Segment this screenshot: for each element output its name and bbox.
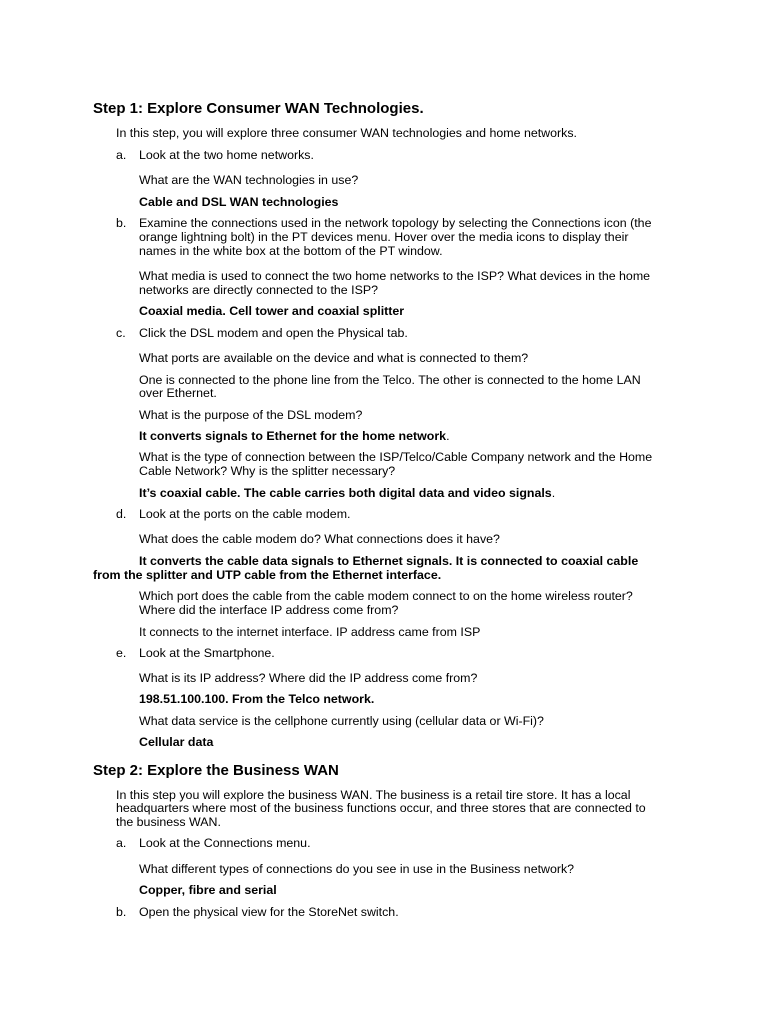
step1-c-question3-line1: What is the type of connection between the ISP/Telco/Cable Company network and the Home xyxy=(139,450,653,464)
step1-d-letter: d. xyxy=(116,507,127,521)
step1-b-instruction-line3: names in the white box at the bottom of the PT window. xyxy=(139,244,443,258)
step1-d-question2-line2: Where did the interface IP address come from? xyxy=(139,603,399,617)
step2-a-question: What different types of connections do you see in use in the Business network? xyxy=(139,862,575,876)
step1-a-question: What are the WAN technologies in use? xyxy=(139,173,359,187)
step1-d-instruction: Look at the ports on the cable modem. xyxy=(139,507,351,521)
step1-intro: In this step, you will explore three consumer WAN technologies and home networks. xyxy=(116,126,577,140)
step1-a-answer: Cable and DSL WAN technologies xyxy=(139,195,339,209)
step1-c-question2: What is the purpose of the DSL modem? xyxy=(139,408,363,422)
step1-d-answer1-line1: It converts the cable data signals to Ethernet signals. It is connected to coaxial cable xyxy=(139,554,639,568)
step1-c-question3-line2: Cable Network? Why is the splitter necessary? xyxy=(139,464,396,478)
step1-b-question-line1: What media is used to connect the two home networks to the ISP? What devices in the home xyxy=(139,269,651,283)
step2-a-instruction: Look at the Connections menu. xyxy=(139,836,311,850)
step2-intro-line2: headquarters where most of the business functions occur, and three stores that are connected to xyxy=(116,801,646,815)
step2-b-letter: b. xyxy=(116,905,127,919)
step1-e-question2: What data service is the cellphone currently using (cellular data or Wi-Fi)? xyxy=(139,714,544,728)
step2-intro-line3: the business WAN. xyxy=(116,815,221,829)
step1-e-letter: e. xyxy=(116,646,127,660)
step1-e-answer1: 198.51.100.100. From the Telco network. xyxy=(139,692,375,706)
step1-c-answer1-line2: over Ethernet. xyxy=(139,386,217,400)
step1-d-question1: What does the cable modem do? What connections does it have? xyxy=(139,532,500,546)
step1-d-question2-line1: Which port does the cable from the cable modem connect to on the home wireless router? xyxy=(139,589,633,603)
step1-e-question1: What is its IP address? Where did the IP address come from? xyxy=(139,671,478,685)
step1-heading: Step 1: Explore Consumer WAN Technologies. xyxy=(93,100,424,117)
step2-a-answer: Copper, fibre and serial xyxy=(139,883,277,897)
step1-c-answer2: It converts signals to Ethernet for the home network. xyxy=(139,429,450,443)
step1-e-instruction: Look at the Smartphone. xyxy=(139,646,275,660)
step1-d-answer2: It connects to the internet interface. IP address came from ISP xyxy=(139,625,481,639)
step1-c-instruction: Click the DSL modem and open the Physical tab. xyxy=(139,326,408,340)
step1-c-answer3: It’s coaxial cable. The cable carries both digital data and video signals. xyxy=(139,486,556,500)
step2-a-letter: a. xyxy=(116,836,127,850)
step1-c-answer1-line1: One is connected to the phone line from the Telco. The other is connected to the home LAN xyxy=(139,373,641,387)
step1-b-answer: Coaxial media. Cell tower and coaxial splitter xyxy=(139,304,405,318)
step2-heading: Step 2: Explore the Business WAN xyxy=(93,762,339,779)
step1-b-instruction-line2: orange lightning bolt) in the PT devices menu. Hover over the media icons to display their xyxy=(139,230,629,244)
step1-b-question-line2: networks are directly connected to the ISP? xyxy=(139,283,378,297)
step1-d-answer1-line2: from the splitter and UTP cable from the Ethernet interface. xyxy=(93,568,442,582)
step1-b-instruction-line1: Examine the connections used in the network topology by selecting the Connections icon (the xyxy=(139,216,652,230)
step1-e-answer2: Cellular data xyxy=(139,735,214,749)
step1-b-letter: b. xyxy=(116,216,127,230)
step2-b-instruction: Open the physical view for the StoreNet switch. xyxy=(139,905,399,919)
step1-a-instruction: Look at the two home networks. xyxy=(139,148,314,162)
step1-c-question1: What ports are available on the device and what is connected to them? xyxy=(139,351,529,365)
step1-c-letter: c. xyxy=(116,326,126,340)
step1-a-letter: a. xyxy=(116,148,127,162)
step2-intro-line1: In this step you will explore the business WAN. The business is a retail tire store. It has a local xyxy=(116,788,631,802)
